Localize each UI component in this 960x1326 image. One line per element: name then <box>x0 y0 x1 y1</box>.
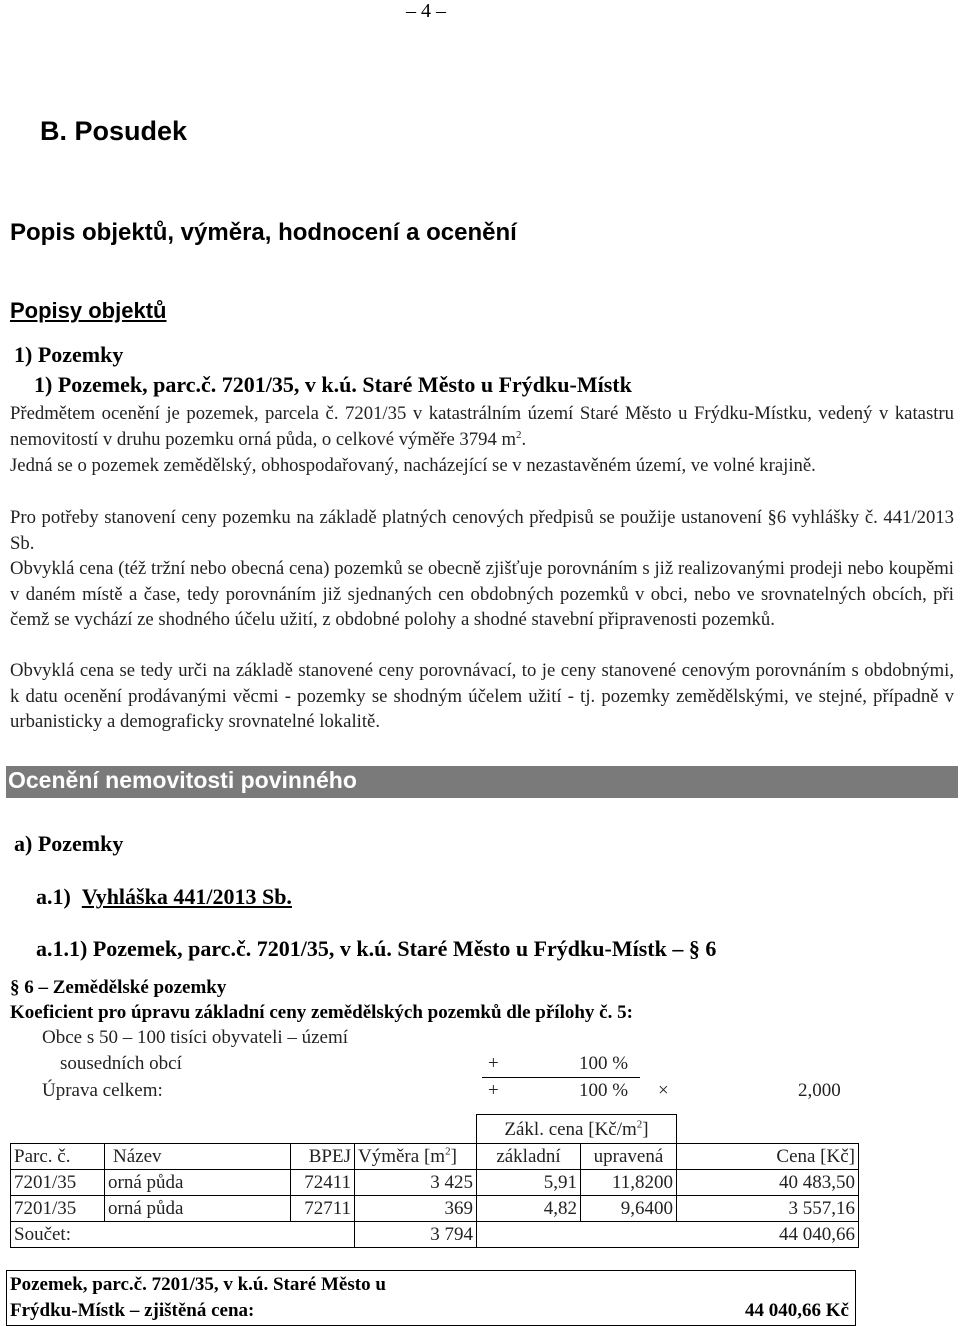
cell-upravena: 11,8200 <box>581 1170 677 1196</box>
table-header-row-2 <box>11 1144 859 1170</box>
cell-bpej: 72711 <box>291 1196 355 1222</box>
header-cena: Cena [Kč] <box>677 1144 859 1170</box>
cell-cena: 40 483,50 <box>677 1170 859 1196</box>
cell-parc: 7201/35 <box>11 1170 105 1196</box>
cell-nazev: orná půda <box>105 1196 291 1222</box>
superscript: 2 <box>516 428 522 441</box>
summary-line1: Pozemek, parc.č. 7201/35, v k.ú. Staré Město u <box>10 1274 386 1295</box>
header-base-price <box>477 1115 677 1144</box>
coef-line3-value: 100 % <box>579 1080 629 1101</box>
land-price-table <box>10 1114 859 1248</box>
page-number: – 4 – <box>406 0 446 22</box>
table-cell-empty <box>291 1115 355 1144</box>
page-number-value: 4 <box>421 0 431 22</box>
table-cell-empty <box>677 1115 859 1144</box>
coef-line2-sign: + <box>488 1053 499 1074</box>
cell-sum-cena: 44 040,66 <box>477 1222 859 1248</box>
paragraph-subject-end: . <box>521 428 527 450</box>
cell-vymera: 369 <box>355 1196 477 1222</box>
table-cell-empty <box>105 1115 291 1144</box>
heading-a1-number: a.1) <box>36 884 71 909</box>
header-zakladni: základní <box>477 1144 581 1170</box>
cell-sum-label: Součet: <box>11 1222 355 1248</box>
descriptions-heading: Popisy objektů <box>10 298 167 323</box>
section-title: B. Posudek <box>40 116 188 146</box>
paragraph-subject <box>10 401 954 452</box>
heading-a1-label: Vyhláška 441/2013 Sb. <box>81 884 292 909</box>
table-sum-row <box>11 1222 859 1248</box>
header-vymera <box>355 1144 477 1170</box>
coef-result: 2,000 <box>798 1080 841 1101</box>
superscript: 2 <box>445 1145 451 1158</box>
cell-upravena: 9,6400 <box>581 1196 677 1222</box>
table-cell-empty <box>11 1115 105 1144</box>
coef-line1: Obce s 50 – 100 tisíci obyvateli – území <box>42 1027 349 1048</box>
paragraph-regulation: Pro potřeby stanovení ceny pozemku na základě platných cenových předpisů se použije ustanovení §6 vyhlášky č. 441/2013 Sb. <box>10 507 954 554</box>
cell-parc: 7201/35 <box>11 1196 105 1222</box>
cell-bpej: 72411 <box>291 1170 355 1196</box>
coef-line3-sign: + <box>488 1080 499 1101</box>
heading-parcel: 1) Pozemek, parc.č. 7201/35, v k.ú. Staré Město u Frýdku-Místk <box>34 372 632 397</box>
header-vymera-end: ] <box>450 1146 457 1167</box>
heading-a11: a.1.1) Pozemek, parc.č. 7201/35, v k.ú. Staré Město u Frýdku-Místk – § 6 <box>36 936 717 961</box>
header-base-price-end: ] <box>642 1118 649 1140</box>
table-row <box>11 1170 859 1196</box>
paragraph-subject-text: Předmětem ocenění je pozemek, parcela č. 7201/35 v katastrálním území Staré Město u Frýdku-Místku, vedený v katastru nemovitostí v druhu pozemku orná půda, o celkové výměře 3794 m <box>10 403 954 450</box>
subsection-title: Popis objektů, výměra, hodnocení a ocenění <box>10 219 517 246</box>
heading-agricultural-land: § 6 – Zemědělské pozemky <box>10 977 227 998</box>
superscript: 2 <box>636 1118 643 1131</box>
coef-separator <box>482 1077 640 1078</box>
valuation-title: Ocenění nemovitosti povinného <box>8 767 357 793</box>
summary-line2: Frýdku-Místk – zjištěná cena: <box>10 1300 255 1321</box>
paragraph-comparison: Obvyklá cena se tedy urči na základě stanovené ceny porovnávací, to je ceny stanovené cenovým porovnáním s obdobnými, k datu ocenění prodávanými věcmi - pozemky se shodným účelem užití - tj. pozemky zemědělskými, ve stejné, případně v urbanisticky a demograficky srovnatelné lokalitě. <box>10 660 954 732</box>
cell-vymera: 3 425 <box>355 1170 477 1196</box>
cell-cena: 3 557,16 <box>677 1196 859 1222</box>
header-nazev: Název <box>105 1144 291 1170</box>
cell-sum-vymera: 3 794 <box>355 1222 477 1248</box>
header-upravena: upravená <box>581 1144 677 1170</box>
cell-zakladni: 4,82 <box>477 1196 581 1222</box>
table-header-row-1 <box>11 1115 859 1144</box>
header-vymera-text: Výměra [m <box>358 1146 446 1167</box>
coef-line2-value: 100 % <box>579 1053 629 1074</box>
heading-pozemky: 1) Pozemky <box>14 342 124 367</box>
summary-box <box>6 1270 856 1326</box>
coef-line3-label: Úprava celkem: <box>42 1080 163 1101</box>
header-parc: Parc. č. <box>11 1144 105 1170</box>
table-cell-empty <box>355 1115 477 1144</box>
table-row <box>11 1196 859 1222</box>
paragraph-type: Jedná se o pozemek zemědělský, obhospodařovaný, nacházející se v nezastavěném území, ve volné krajině. <box>10 455 816 476</box>
paragraph-usual-price: Obvyklá cena (též tržní nebo obecná cena) pozemků se obecně zjišťuje porovnáním s již realizovanými prodeji nebo koupěmi v daném místě a čase, tedy porovnáním již sjednaných cen obdobných pozemků v obci, nebo ve srovnatelných obcích, při čemž se vychází ze shodného účelu užití, z obdobné polohy a shodné stavební připravenosti pozemků. <box>10 558 954 630</box>
coef-line2-label: sousedních obcí <box>60 1053 182 1074</box>
heading-coefficient: Koeficient pro úpravu základní ceny zemědělských pozemků dle přílohy č. 5: <box>10 1002 633 1023</box>
heading-a: a) Pozemky <box>14 831 124 856</box>
summary-value: 44 040,66 Kč <box>745 1300 849 1321</box>
heading-a1 <box>36 884 292 910</box>
coef-multiply: × <box>658 1080 669 1101</box>
header-base-price-text: Zákl. cena [Kč/m <box>504 1118 637 1140</box>
cell-zakladni: 5,91 <box>477 1170 581 1196</box>
cell-nazev: orná půda <box>105 1170 291 1196</box>
header-bpej: BPEJ <box>291 1144 355 1170</box>
